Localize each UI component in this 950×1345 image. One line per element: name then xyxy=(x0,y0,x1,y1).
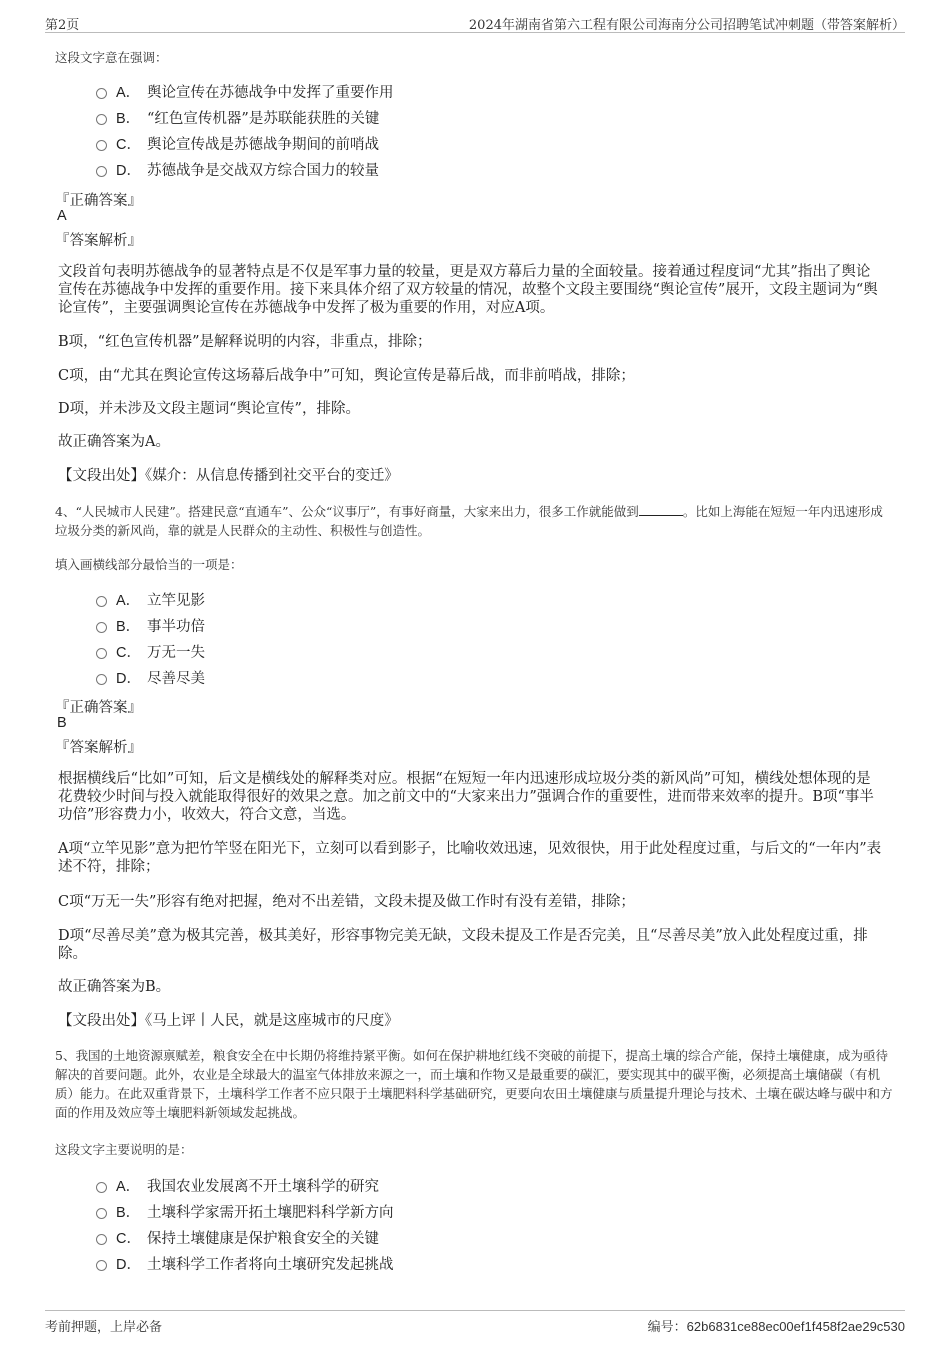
q3-prompt: 这段文字意在强调： xyxy=(55,50,168,65)
radio-icon[interactable] xyxy=(96,1208,107,1219)
analysis-paragraph: C项“万无一失”形容有绝对把握，绝对不出差错，文段未提及做工作时有没有差错，排除； xyxy=(58,894,635,910)
page-footer xyxy=(45,1310,905,1337)
page-header xyxy=(45,12,905,33)
document-code-label: 编号： xyxy=(647,1319,687,1334)
option-letter: B． xyxy=(116,618,141,635)
radio-icon[interactable] xyxy=(96,674,107,685)
document-code-value: 62b6831ce88ec00ef1f458f2ae29c530 xyxy=(686,1319,905,1334)
q5-stem: 5、我国的土地资源禀赋差，粮食安全在中长期仍将维持紧平衡。如何在保护耕地红线不突破的前提下，提高土壤的综合产能，保持土壤健康，成为亟待解决的首要问题。此外，农业是全球最大的温室气体排放来源之一，而土壤和作物又是最重要的碳汇，要实现其中的碳平衡，必须提高土壤储碳（有机质）能力。在此双重背景下，土壤科学工作者不应只限于土壤肥料科学基础研究，更要向农田土壤健康与质量提升理论与技术、土壤在碳达峰与碳中和方面的作用及效应等土壤肥料新领域发起挑战。 xyxy=(55,1048,893,1120)
q3-option-a[interactable] xyxy=(96,81,394,101)
option-text: 尽善尽美 xyxy=(147,670,205,687)
q4-stem xyxy=(55,502,895,540)
option-letter: B． xyxy=(116,1204,141,1221)
analysis-paragraph: D项“尽善尽美”意为极其完善，极其美好，形容事物完美无缺，文段未提及工作是否完美，且“尽善尽美”放入此处程度过重，排除。 xyxy=(58,928,868,962)
option-letter: C． xyxy=(116,136,141,153)
q3-option-b[interactable] xyxy=(96,107,379,127)
source-citation: 【文段出处】《马上评丨人民，就是这座城市的尺度》 xyxy=(58,1013,399,1029)
analysis-heading: 『答案解析』 xyxy=(55,233,142,249)
fill-blank xyxy=(639,503,683,516)
option-letter: D． xyxy=(116,162,141,179)
source-citation: 【文段出处】《媒介：从信息传播到社交平台的变迁》 xyxy=(58,468,399,484)
analysis-paragraph: 文段首句表明苏德战争的显著特点是不仅是军事力量的较量，更是双方幕后力量的全面较量。接着通过程度词“尤其”指出了舆论宣传在苏德战争中发挥的重要作用。接下来具体介绍了双方较量的情况，故整个文段主要围绕“舆论宣传”展开，文段主题词为“舆论宣传”，主要强调舆论宣传在苏德战争中发挥了极为重要的作用，对应A项。 xyxy=(58,264,878,316)
analysis-paragraph: 故正确答案为A。 xyxy=(58,434,170,450)
q4-stem-before: 4、“人民城市人民建”。搭建民意“直通车”、公众“议事厅”，有事好商量，大家来出力，很多工作就能做到 xyxy=(55,504,639,519)
correct-answer: B xyxy=(57,715,67,731)
option-letter: D． xyxy=(116,1256,141,1273)
q3-option-d[interactable] xyxy=(96,159,379,179)
option-text: “红色宣传机器”是苏联能获胜的关键 xyxy=(147,110,380,127)
option-text: 事半功倍 xyxy=(147,618,205,635)
radio-icon[interactable] xyxy=(96,166,107,177)
option-letter: A． xyxy=(116,1178,141,1195)
analysis-heading: 『答案解析』 xyxy=(55,740,142,756)
option-letter: D． xyxy=(116,670,141,687)
page-number: 第2页 xyxy=(45,18,80,33)
radio-icon[interactable] xyxy=(96,140,107,151)
document-code xyxy=(648,1316,905,1335)
analysis-paragraph: D项，并未涉及文段主题词“舆论宣传”，排除。 xyxy=(58,401,360,417)
q4-option-d[interactable] xyxy=(96,667,205,687)
radio-icon[interactable] xyxy=(96,1260,107,1271)
q5-option-d[interactable] xyxy=(96,1253,394,1273)
correct-answer-heading: 『正确答案』 xyxy=(55,700,142,716)
q5-option-b[interactable] xyxy=(96,1201,394,1221)
radio-icon[interactable] xyxy=(96,596,107,607)
q4-option-b[interactable] xyxy=(96,615,205,635)
q3-option-c[interactable] xyxy=(96,133,379,153)
analysis-paragraph: B项，“红色宣传机器”是解释说明的内容，非重点，排除； xyxy=(58,334,432,350)
q4-stem-after: 。比如上海能在短短一年内迅速形成垃圾分类的新风尚，靠的就是人民群众的主动性、积极性与创造性。 xyxy=(55,504,883,538)
radio-icon[interactable] xyxy=(96,1234,107,1245)
analysis-paragraph: A项“立竿见影”意为把竹竿竖在阳光下，立刻可以看到影子，比喻收效迅速，见效很快，用于此处程度过重，与后文的“一年内”表述不符，排除； xyxy=(58,841,882,875)
q4-prompt: 填入画横线部分最恰当的一项是： xyxy=(55,557,243,572)
option-text: 立竿见影 xyxy=(147,592,205,609)
option-letter: A． xyxy=(116,592,141,609)
radio-icon[interactable] xyxy=(96,88,107,99)
footer-slogan: 考前押题，上岸必备 xyxy=(45,1320,163,1335)
radio-icon[interactable] xyxy=(96,114,107,125)
q5-prompt: 这段文字主要说明的是： xyxy=(55,1142,193,1157)
option-text: 土壤科学工作者将向土壤研究发起挑战 xyxy=(147,1256,394,1273)
option-letter: C． xyxy=(116,1230,141,1247)
option-letter: C． xyxy=(116,644,141,661)
radio-icon[interactable] xyxy=(96,622,107,633)
option-text: 我国农业发展离不开土壤科学的研究 xyxy=(147,1178,379,1195)
option-text: 土壤科学家需开拓土壤肥料科学新方向 xyxy=(147,1204,394,1221)
radio-icon[interactable] xyxy=(96,648,107,659)
option-text: 舆论宣传战是苏德战争期间的前哨战 xyxy=(147,136,379,153)
option-letter: A． xyxy=(116,84,141,101)
analysis-paragraph: C项，由“尤其在舆论宣传这场幕后战争中”可知，舆论宣传是幕后战，而非前哨战，排除； xyxy=(58,368,635,384)
radio-icon[interactable] xyxy=(96,1182,107,1193)
option-text: 苏德战争是交战双方综合国力的较量 xyxy=(147,162,379,179)
option-text: 万无一失 xyxy=(147,644,205,661)
q4-option-c[interactable] xyxy=(96,641,205,661)
analysis-paragraph: 根据横线后“比如”可知，后文是横线处的解释类对应。根据“在短短一年内迅速形成垃圾分类的新风尚”可知，横线处想体现的是花费较少时间与投入就能取得很好的效果之意。加之前文中的“大家来出力”强调合作的重要性，进而带来效率的提升。B项“事半功倍”形容费力小，收效大，符合文意，当选。 xyxy=(58,771,874,823)
q4-option-a[interactable] xyxy=(96,589,205,609)
option-text: 舆论宣传在苏德战争中发挥了重要作用 xyxy=(147,84,394,101)
q5-option-a[interactable] xyxy=(96,1175,379,1195)
document-title: 2024年湖南省第六工程有限公司海南分公司招聘笔试冲刺题（带答案解析） xyxy=(468,18,905,33)
option-text: 保持土壤健康是保护粮食安全的关键 xyxy=(147,1230,379,1247)
correct-answer-heading: 『正确答案』 xyxy=(55,193,142,209)
analysis-paragraph: 故正确答案为B。 xyxy=(58,979,171,995)
option-letter: B． xyxy=(116,110,141,127)
correct-answer: A xyxy=(57,208,67,224)
q5-option-c[interactable] xyxy=(96,1227,379,1247)
